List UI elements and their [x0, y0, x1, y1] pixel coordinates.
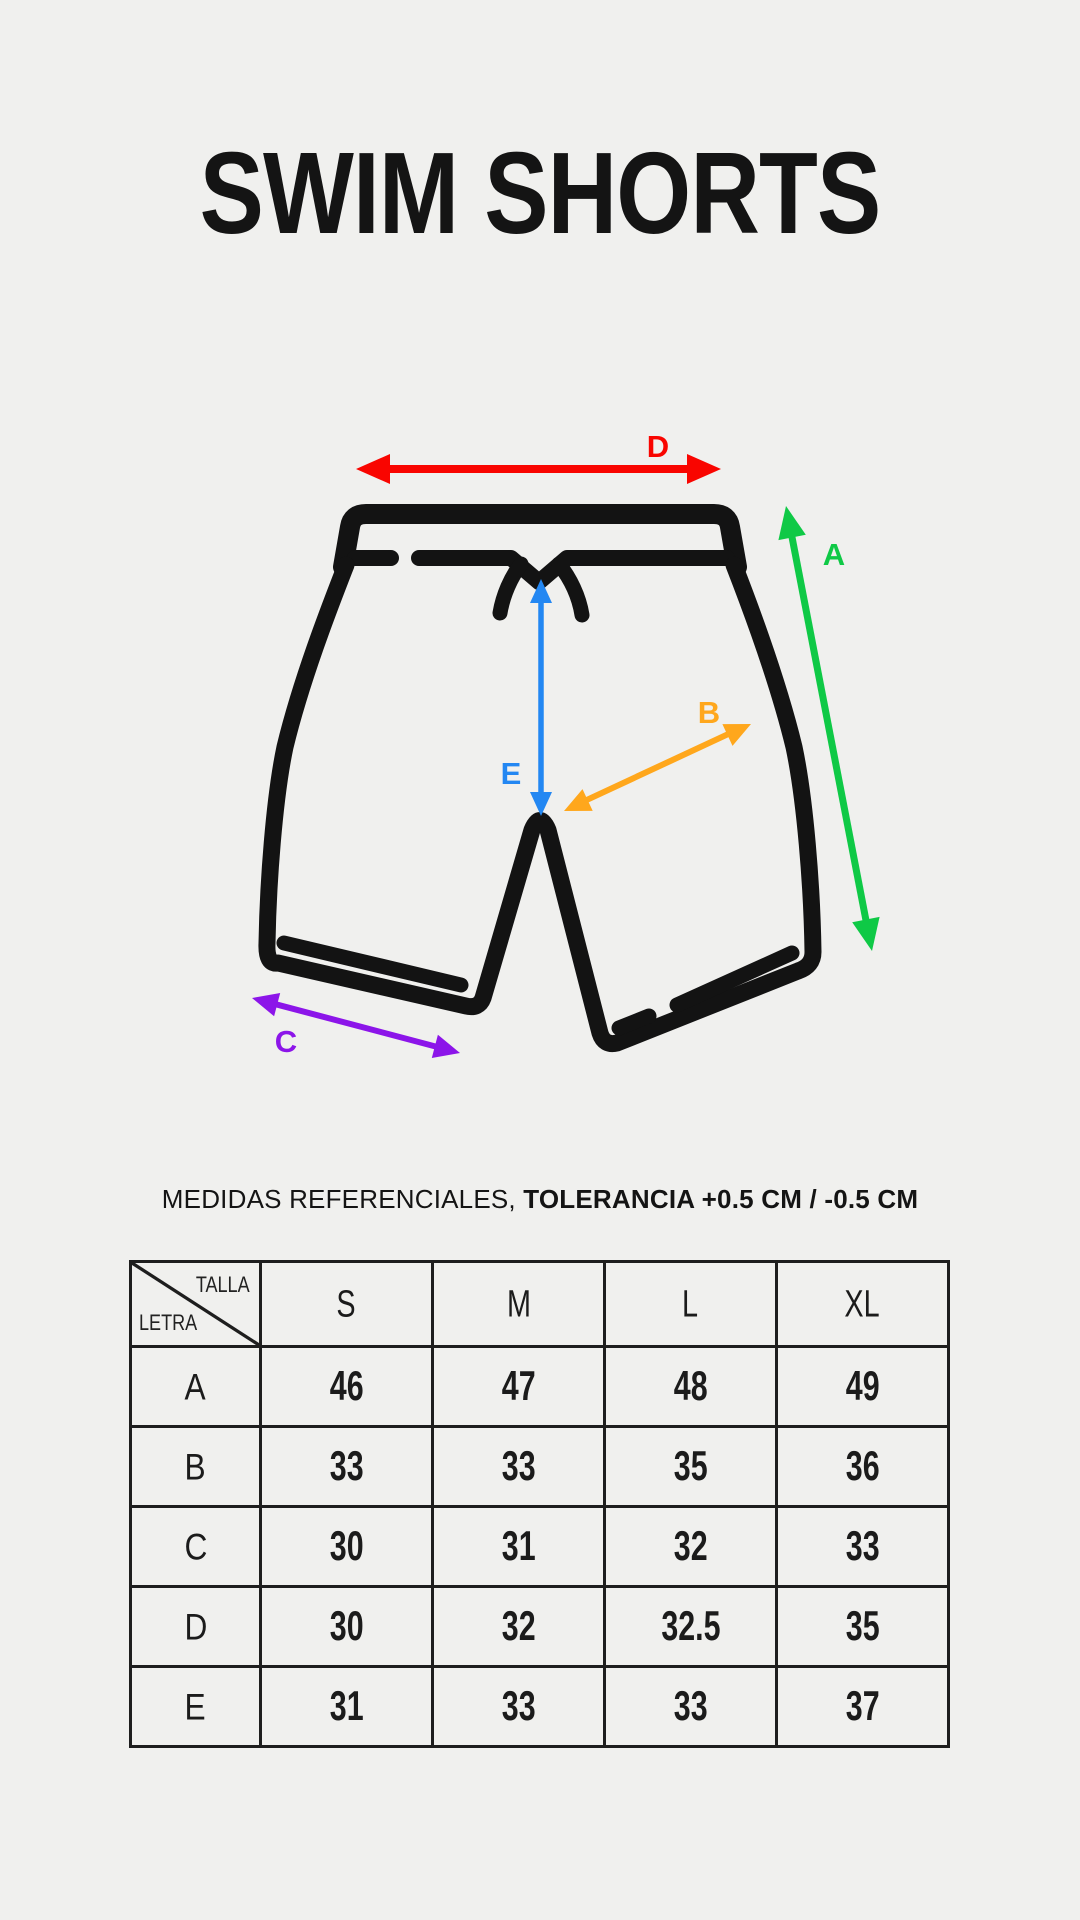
column-header-l: L	[605, 1262, 777, 1347]
drawstring-left	[500, 564, 521, 613]
table-row-c	[131, 1507, 949, 1587]
arrowhead	[687, 454, 721, 484]
arrowhead	[356, 454, 390, 484]
measure-label-a: A	[822, 537, 846, 572]
arrowhead	[778, 506, 805, 540]
size-value: 32	[605, 1507, 777, 1587]
size-value: 36	[777, 1427, 949, 1507]
size-value: 33	[261, 1427, 433, 1507]
size-value: 30	[261, 1507, 433, 1587]
measure-arrow-e	[501, 579, 552, 816]
tolerance-note-bold: TOLERANCIA +0.5 CM / -0.5 CM	[523, 1184, 919, 1214]
column-header-xl: XL	[777, 1262, 949, 1347]
arrowhead	[432, 1035, 460, 1058]
size-value: 46	[261, 1347, 433, 1427]
size-value: 33	[777, 1507, 949, 1587]
row-letter: A	[131, 1347, 261, 1427]
row-letter: D	[131, 1587, 261, 1667]
row-letter: B	[131, 1427, 261, 1507]
measure-arrow-d	[356, 429, 721, 484]
size-value: 31	[261, 1667, 433, 1747]
row-letter: E	[131, 1667, 261, 1747]
table-corner-cell	[131, 1262, 261, 1347]
size-value: 33	[605, 1667, 777, 1747]
table-row-a	[131, 1347, 949, 1427]
arrowhead	[252, 993, 280, 1016]
size-value: 35	[605, 1427, 777, 1507]
table-header-row	[131, 1262, 949, 1347]
corner-label-letra: LETRA	[139, 1310, 198, 1335]
size-value: 32.5	[605, 1587, 777, 1667]
drawstring-right	[559, 564, 582, 615]
measure-label-d: D	[646, 429, 670, 464]
size-value: 32	[433, 1587, 605, 1667]
column-header-s: S	[261, 1262, 433, 1347]
measure-label-e: E	[500, 756, 522, 791]
arrowhead	[852, 917, 879, 951]
size-table	[129, 1260, 950, 1748]
tolerance-note-regular: MEDIDAS REFERENCIALES,	[161, 1184, 524, 1214]
measure-arrow-b	[564, 695, 751, 811]
table-row-e	[131, 1667, 949, 1747]
size-value: 37	[777, 1667, 949, 1747]
corner-label-talla: TALLA	[196, 1272, 250, 1297]
shorts-measurement-diagram	[180, 415, 900, 1080]
tolerance-note	[0, 1181, 1080, 1217]
size-value: 49	[777, 1347, 949, 1427]
size-value: 48	[605, 1347, 777, 1427]
measure-label-c: C	[274, 1024, 298, 1059]
row-letter: C	[131, 1507, 261, 1587]
size-value: 30	[261, 1587, 433, 1667]
size-value: 31	[433, 1507, 605, 1587]
size-value: 35	[777, 1587, 949, 1667]
size-value: 33	[433, 1667, 605, 1747]
arrowhead	[530, 792, 552, 816]
table-row-b	[131, 1427, 949, 1507]
size-value: 33	[433, 1427, 605, 1507]
page-title: SWIM SHORTS	[199, 128, 881, 259]
column-header-m: M	[433, 1262, 605, 1347]
table-row-d	[131, 1587, 949, 1667]
size-value: 47	[433, 1347, 605, 1427]
measure-label-b: B	[697, 695, 721, 730]
